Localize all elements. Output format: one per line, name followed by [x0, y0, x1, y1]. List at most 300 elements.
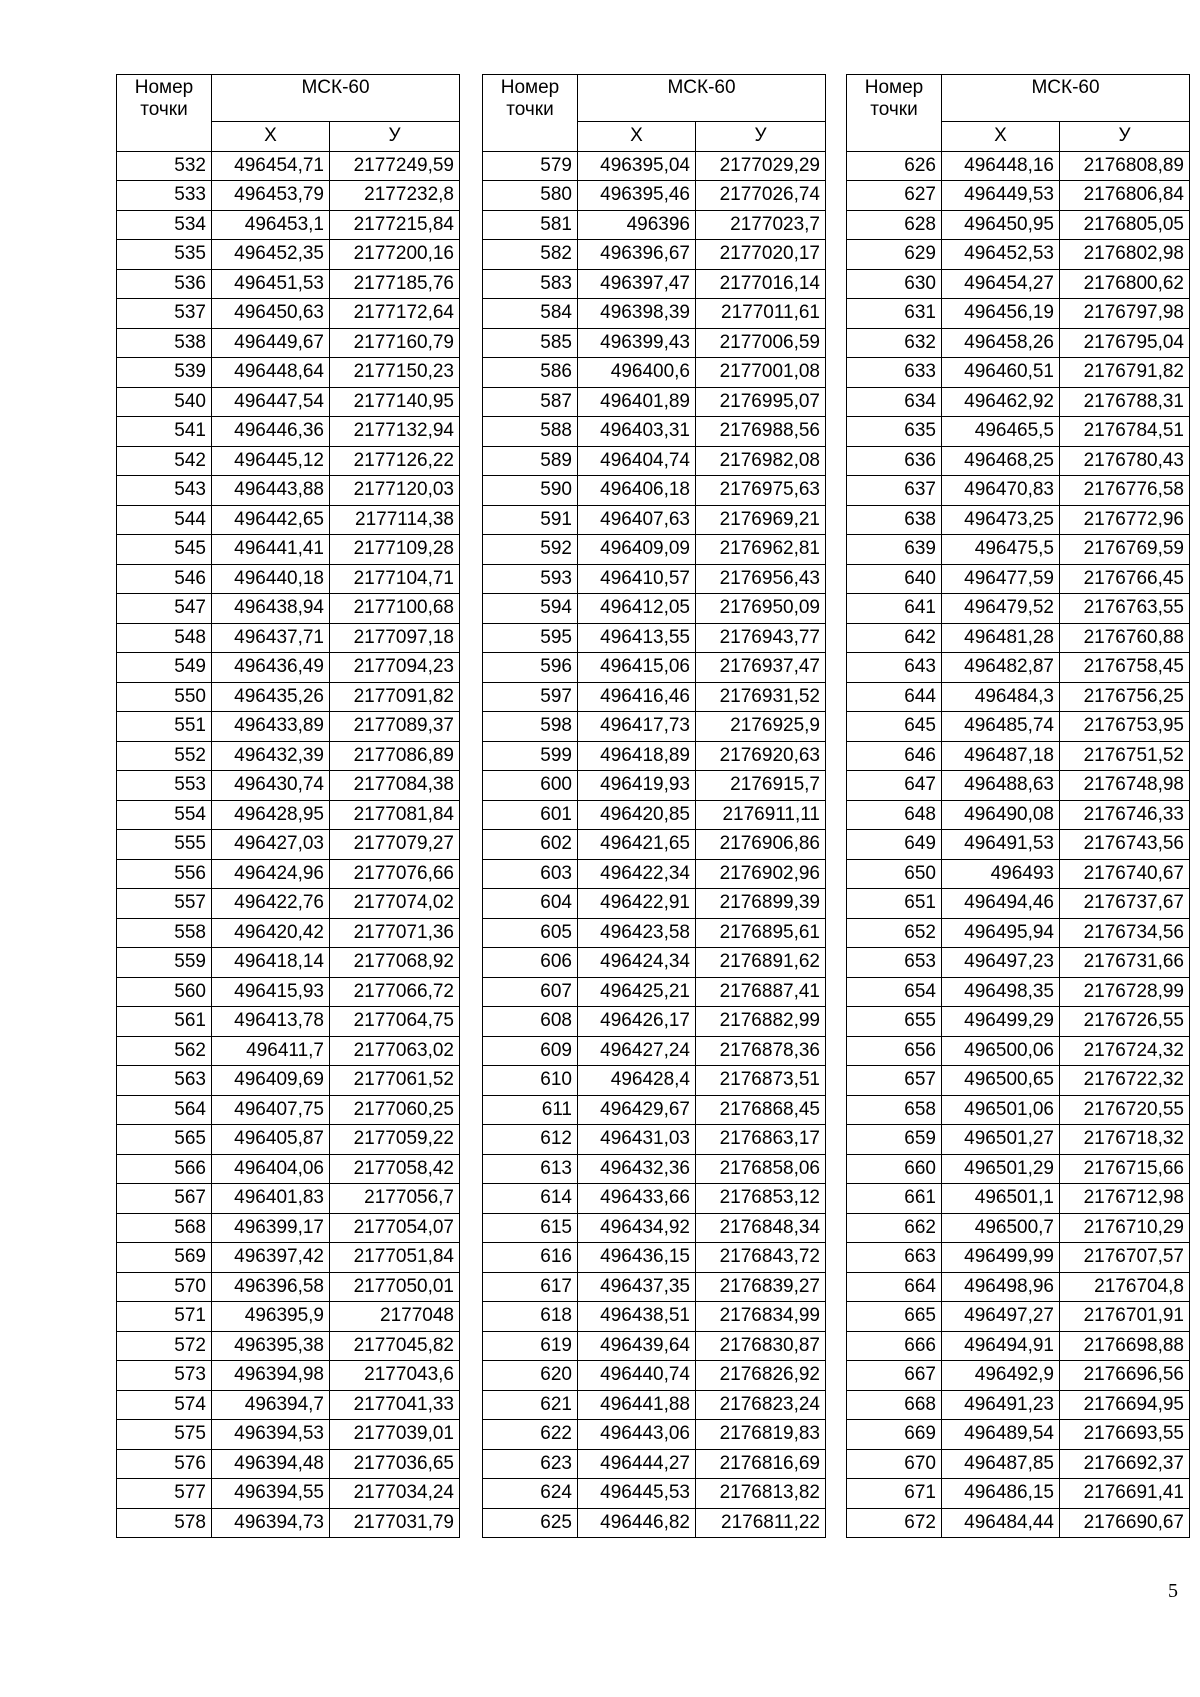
point-number-cell: 623 [483, 1449, 578, 1479]
x-coordinate-cell: 496399,43 [578, 328, 696, 358]
table-row [847, 1508, 1190, 1538]
table-row [117, 918, 460, 948]
y-coordinate-cell: 2177097,18 [330, 623, 460, 653]
table-row [847, 594, 1190, 624]
table-row [483, 1007, 826, 1037]
y-coordinate-cell: 2176848,34 [696, 1213, 826, 1243]
point-number-cell: 552 [117, 741, 212, 771]
point-number-cell: 590 [483, 476, 578, 506]
x-coordinate-cell: 496473,25 [942, 505, 1060, 535]
y-coordinate-cell: 2176743,56 [1060, 830, 1190, 860]
table-row [483, 1479, 826, 1509]
x-column-header: Х [578, 122, 696, 152]
y-coordinate-cell: 2176956,43 [696, 564, 826, 594]
x-coordinate-cell: 496446,36 [212, 417, 330, 447]
table-row [117, 328, 460, 358]
y-coordinate-cell: 2176766,45 [1060, 564, 1190, 594]
x-coordinate-cell: 496500,7 [942, 1213, 1060, 1243]
point-number-cell: 650 [847, 859, 942, 889]
y-coordinate-cell: 2176920,63 [696, 741, 826, 771]
x-coordinate-cell: 496445,53 [578, 1479, 696, 1509]
table-row [483, 358, 826, 388]
table-row [117, 653, 460, 683]
y-coordinate-cell: 2176873,51 [696, 1066, 826, 1096]
x-coordinate-cell: 496452,53 [942, 240, 1060, 270]
point-number-cell: 638 [847, 505, 942, 535]
x-coordinate-cell: 496452,35 [212, 240, 330, 270]
x-coordinate-cell: 496422,91 [578, 889, 696, 919]
table-row [483, 1243, 826, 1273]
y-coordinate-cell: 2176882,99 [696, 1007, 826, 1037]
y-coordinate-cell: 2176753,95 [1060, 712, 1190, 742]
x-coordinate-cell: 496417,73 [578, 712, 696, 742]
table-row [847, 1272, 1190, 1302]
y-coordinate-cell: 2177034,24 [330, 1479, 460, 1509]
x-coordinate-cell: 496394,98 [212, 1361, 330, 1391]
x-coordinate-cell: 496394,48 [212, 1449, 330, 1479]
point-number-cell: 612 [483, 1125, 578, 1155]
table-row [483, 1066, 826, 1096]
table-row [483, 446, 826, 476]
y-coordinate-cell: 2176843,72 [696, 1243, 826, 1273]
x-coordinate-cell: 496432,39 [212, 741, 330, 771]
y-coordinate-cell: 2176834,99 [696, 1302, 826, 1332]
x-coordinate-cell: 496497,23 [942, 948, 1060, 978]
y-coordinate-cell: 2176690,67 [1060, 1508, 1190, 1538]
y-coordinate-cell: 2176707,57 [1060, 1243, 1190, 1273]
table-row [117, 623, 460, 653]
point-number-cell: 606 [483, 948, 578, 978]
x-coordinate-cell: 496453,1 [212, 210, 330, 240]
point-number-cell: 548 [117, 623, 212, 653]
x-coordinate-cell: 496448,64 [212, 358, 330, 388]
point-number-cell: 611 [483, 1095, 578, 1125]
y-coordinate-cell: 2176746,33 [1060, 800, 1190, 830]
table-row [847, 712, 1190, 742]
table-row [117, 682, 460, 712]
point-number-cell: 617 [483, 1272, 578, 1302]
x-coordinate-cell: 496440,74 [578, 1361, 696, 1391]
point-number-cell: 628 [847, 210, 942, 240]
y-coordinate-cell: 2176813,82 [696, 1479, 826, 1509]
point-number-cell: 630 [847, 269, 942, 299]
y-coordinate-cell: 2177031,79 [330, 1508, 460, 1538]
table-row [483, 1331, 826, 1361]
point-number-cell: 591 [483, 505, 578, 535]
y-coordinate-cell: 2177071,36 [330, 918, 460, 948]
x-coordinate-cell: 496453,79 [212, 181, 330, 211]
y-coordinate-cell: 2176692,37 [1060, 1449, 1190, 1479]
coordinates-table-1 [116, 74, 460, 1538]
x-coordinate-cell: 496394,7 [212, 1390, 330, 1420]
point-number-cell: 588 [483, 417, 578, 447]
point-number-cell: 648 [847, 800, 942, 830]
y-coordinate-cell: 2177041,33 [330, 1390, 460, 1420]
x-coordinate-cell: 496482,87 [942, 653, 1060, 683]
table-row [483, 151, 826, 181]
y-coordinate-cell: 2176797,98 [1060, 299, 1190, 329]
table-row [847, 741, 1190, 771]
y-coordinate-cell: 2176784,51 [1060, 417, 1190, 447]
x-coordinate-cell: 496396 [578, 210, 696, 240]
point-number-cell: 665 [847, 1302, 942, 1332]
point-number-cell: 620 [483, 1361, 578, 1391]
y-coordinate-cell: 2176800,62 [1060, 269, 1190, 299]
table-row [847, 476, 1190, 506]
y-coordinate-cell: 2176887,41 [696, 977, 826, 1007]
y-coordinate-cell: 2176995,07 [696, 387, 826, 417]
table-row [117, 358, 460, 388]
point-number-cell: 607 [483, 977, 578, 1007]
y-coordinate-cell: 2176718,32 [1060, 1125, 1190, 1155]
y-coordinate-cell: 2177036,65 [330, 1449, 460, 1479]
point-number-cell: 584 [483, 299, 578, 329]
y-coordinate-cell: 2177061,52 [330, 1066, 460, 1096]
point-number-cell: 621 [483, 1390, 578, 1420]
table-row [847, 417, 1190, 447]
table-row [483, 594, 826, 624]
x-coordinate-cell: 496499,99 [942, 1243, 1060, 1273]
point-number-cell: 541 [117, 417, 212, 447]
x-coordinate-cell: 496427,24 [578, 1036, 696, 1066]
x-coordinate-cell: 496500,65 [942, 1066, 1060, 1096]
y-coordinate-cell: 2176756,25 [1060, 682, 1190, 712]
table-row [483, 1213, 826, 1243]
table-row [847, 623, 1190, 653]
table-row [117, 1154, 460, 1184]
y-coordinate-cell: 2177249,59 [330, 151, 460, 181]
y-coordinate-cell: 2176902,96 [696, 859, 826, 889]
table-row [847, 535, 1190, 565]
point-number-cell: 540 [117, 387, 212, 417]
point-number-cell: 587 [483, 387, 578, 417]
y-coordinate-cell: 2177039,01 [330, 1420, 460, 1450]
point-number-cell: 555 [117, 830, 212, 860]
table-row [483, 328, 826, 358]
coordinates-table-3 [846, 74, 1190, 1538]
x-coordinate-cell: 496470,83 [942, 476, 1060, 506]
y-coordinate-cell: 2176704,8 [1060, 1272, 1190, 1302]
table-row [847, 1302, 1190, 1332]
point-number-cell: 594 [483, 594, 578, 624]
y-coordinate-cell: 2176760,88 [1060, 623, 1190, 653]
point-number-cell: 576 [117, 1449, 212, 1479]
y-coordinate-cell: 2176826,92 [696, 1361, 826, 1391]
y-coordinate-cell: 2177074,02 [330, 889, 460, 919]
table-row [117, 977, 460, 1007]
table-row [483, 1272, 826, 1302]
table-row [117, 1420, 460, 1450]
x-coordinate-cell: 496433,66 [578, 1184, 696, 1214]
table-row [847, 859, 1190, 889]
point-number-cell: 669 [847, 1420, 942, 1450]
table-row [483, 623, 826, 653]
x-coordinate-cell: 496424,96 [212, 859, 330, 889]
point-number-cell: 616 [483, 1243, 578, 1273]
point-number-cell: 535 [117, 240, 212, 270]
x-coordinate-cell: 496399,17 [212, 1213, 330, 1243]
y-coordinate-cell: 2177026,74 [696, 181, 826, 211]
y-coordinate-cell: 2177054,07 [330, 1213, 460, 1243]
x-coordinate-cell: 496403,31 [578, 417, 696, 447]
table-row [847, 210, 1190, 240]
y-coordinate-cell: 2176715,66 [1060, 1154, 1190, 1184]
point-number-cell: 568 [117, 1213, 212, 1243]
x-coordinate-cell: 496446,82 [578, 1508, 696, 1538]
x-coordinate-cell: 496433,89 [212, 712, 330, 742]
point-number-cell: 558 [117, 918, 212, 948]
x-coordinate-cell: 496484,3 [942, 682, 1060, 712]
x-coordinate-cell: 496498,35 [942, 977, 1060, 1007]
x-coordinate-cell: 496413,55 [578, 623, 696, 653]
y-coordinate-cell: 2176975,63 [696, 476, 826, 506]
table-row [483, 889, 826, 919]
y-coordinate-cell: 2176816,69 [696, 1449, 826, 1479]
point-number-cell: 557 [117, 889, 212, 919]
point-number-cell: 564 [117, 1095, 212, 1125]
y-coordinate-cell: 2176863,17 [696, 1125, 826, 1155]
point-number-cell: 609 [483, 1036, 578, 1066]
y-coordinate-cell: 2177063,02 [330, 1036, 460, 1066]
point-number-cell: 610 [483, 1066, 578, 1096]
x-coordinate-cell: 496435,26 [212, 682, 330, 712]
y-coordinate-cell: 2176806,84 [1060, 181, 1190, 211]
point-number-cell: 580 [483, 181, 578, 211]
table-row [847, 889, 1190, 919]
x-coordinate-cell: 496487,85 [942, 1449, 1060, 1479]
x-coordinate-cell: 496501,06 [942, 1095, 1060, 1125]
y-coordinate-cell: 2177079,27 [330, 830, 460, 860]
table-row [117, 1036, 460, 1066]
x-coordinate-cell: 496448,16 [942, 151, 1060, 181]
x-coordinate-cell: 496407,63 [578, 505, 696, 535]
x-coordinate-cell: 496431,03 [578, 1125, 696, 1155]
x-coordinate-cell: 496442,65 [212, 505, 330, 535]
table-row [117, 564, 460, 594]
point-number-cell: 660 [847, 1154, 942, 1184]
point-number-cell: 662 [847, 1213, 942, 1243]
x-coordinate-cell: 496437,35 [578, 1272, 696, 1302]
table-row [117, 505, 460, 535]
point-number-cell: 561 [117, 1007, 212, 1037]
point-number-cell: 593 [483, 564, 578, 594]
y-coordinate-cell: 2177084,38 [330, 771, 460, 801]
x-coordinate-cell: 496443,88 [212, 476, 330, 506]
y-coordinate-cell: 2176878,36 [696, 1036, 826, 1066]
point-number-cell: 639 [847, 535, 942, 565]
point-number-cell: 645 [847, 712, 942, 742]
y-coordinate-cell: 2176808,89 [1060, 151, 1190, 181]
x-coordinate-cell: 496396,67 [578, 240, 696, 270]
x-coordinate-cell: 496428,4 [578, 1066, 696, 1096]
table-row [483, 1125, 826, 1155]
x-coordinate-cell: 496436,49 [212, 653, 330, 683]
point-number-cell: 598 [483, 712, 578, 742]
y-coordinate-cell: 2176791,82 [1060, 358, 1190, 388]
x-coordinate-cell: 496404,06 [212, 1154, 330, 1184]
x-coordinate-cell: 496477,59 [942, 564, 1060, 594]
x-coordinate-cell: 496422,76 [212, 889, 330, 919]
y-coordinate-cell: 2176737,67 [1060, 889, 1190, 919]
y-coordinate-cell: 2177215,84 [330, 210, 460, 240]
point-number-header-line1: Номер [134, 77, 194, 98]
table-row [117, 859, 460, 889]
y-coordinate-cell: 2176925,9 [696, 712, 826, 742]
table-row [847, 918, 1190, 948]
x-coordinate-cell: 496454,27 [942, 269, 1060, 299]
x-coordinate-cell: 496438,51 [578, 1302, 696, 1332]
y-coordinate-cell: 2176839,27 [696, 1272, 826, 1302]
page-number: 5 [1168, 1580, 1178, 1602]
y-coordinate-cell: 2176911,11 [696, 800, 826, 830]
y-coordinate-cell: 2177100,68 [330, 594, 460, 624]
y-coordinate-cell: 2177172,64 [330, 299, 460, 329]
table-header-row [847, 75, 1190, 122]
point-number-cell: 585 [483, 328, 578, 358]
point-number-cell: 641 [847, 594, 942, 624]
table-row [117, 1272, 460, 1302]
table-row [117, 476, 460, 506]
point-number-cell: 602 [483, 830, 578, 860]
point-number-cell: 562 [117, 1036, 212, 1066]
table-row [483, 476, 826, 506]
y-coordinate-cell: 2176758,45 [1060, 653, 1190, 683]
y-coordinate-cell: 2176748,98 [1060, 771, 1190, 801]
table-row [847, 682, 1190, 712]
table-row [117, 1213, 460, 1243]
x-coordinate-cell: 496500,06 [942, 1036, 1060, 1066]
x-coordinate-cell: 496422,34 [578, 859, 696, 889]
x-coordinate-cell: 496404,74 [578, 446, 696, 476]
x-coordinate-cell: 496491,53 [942, 830, 1060, 860]
table-header-row [117, 75, 460, 122]
x-coordinate-cell: 496395,46 [578, 181, 696, 211]
point-number-cell: 643 [847, 653, 942, 683]
x-coordinate-cell: 496498,96 [942, 1272, 1060, 1302]
coordinates-table-2 [482, 74, 826, 1538]
x-coordinate-cell: 496420,85 [578, 800, 696, 830]
table-row [117, 1449, 460, 1479]
table-row [117, 1095, 460, 1125]
x-coordinate-cell: 496465,5 [942, 417, 1060, 447]
y-coordinate-cell: 2177076,66 [330, 859, 460, 889]
x-coordinate-cell: 496449,53 [942, 181, 1060, 211]
table-row [117, 269, 460, 299]
point-number-cell: 542 [117, 446, 212, 476]
table-row [483, 1390, 826, 1420]
point-number-cell: 578 [117, 1508, 212, 1538]
point-number-cell: 597 [483, 682, 578, 712]
x-coordinate-cell: 496489,54 [942, 1420, 1060, 1450]
x-coordinate-cell: 496407,75 [212, 1095, 330, 1125]
x-coordinate-cell: 496450,95 [942, 210, 1060, 240]
x-coordinate-cell: 496401,89 [578, 387, 696, 417]
y-coordinate-cell: 2176710,29 [1060, 1213, 1190, 1243]
y-coordinate-cell: 2177001,08 [696, 358, 826, 388]
x-coordinate-cell: 496410,57 [578, 564, 696, 594]
table-row [847, 977, 1190, 1007]
point-number-cell: 656 [847, 1036, 942, 1066]
table-row [483, 1361, 826, 1391]
point-number-cell: 586 [483, 358, 578, 388]
table-row [847, 358, 1190, 388]
y-coordinate-cell: 2177089,37 [330, 712, 460, 742]
y-coordinate-cell: 2176701,91 [1060, 1302, 1190, 1332]
y-coordinate-cell: 2176734,56 [1060, 918, 1190, 948]
point-number-cell: 536 [117, 269, 212, 299]
table-row [483, 240, 826, 270]
y-coordinate-cell: 2176853,12 [696, 1184, 826, 1214]
y-coordinate-cell: 2176931,52 [696, 682, 826, 712]
y-coordinate-cell: 2176694,95 [1060, 1390, 1190, 1420]
y-coordinate-cell: 2177150,23 [330, 358, 460, 388]
point-number-header-line1: Номер [864, 77, 924, 98]
table-row [847, 151, 1190, 181]
coord-system-header: МСК-60 [942, 75, 1190, 122]
point-number-cell: 636 [847, 446, 942, 476]
table-row [117, 948, 460, 978]
point-number-cell: 614 [483, 1184, 578, 1214]
y-coordinate-cell: 2176819,83 [696, 1420, 826, 1450]
point-number-cell: 624 [483, 1479, 578, 1509]
y-coordinate-cell: 2177094,23 [330, 653, 460, 683]
y-coordinate-cell: 2177081,84 [330, 800, 460, 830]
y-coordinate-cell: 2176988,56 [696, 417, 826, 447]
x-coordinate-cell: 496419,93 [578, 771, 696, 801]
x-coordinate-cell: 496395,38 [212, 1331, 330, 1361]
y-coordinate-cell: 2176895,61 [696, 918, 826, 948]
point-number-cell: 652 [847, 918, 942, 948]
x-coordinate-cell: 496460,51 [942, 358, 1060, 388]
table-row [847, 446, 1190, 476]
point-number-cell: 619 [483, 1331, 578, 1361]
table-row [117, 771, 460, 801]
x-coordinate-cell: 496439,64 [578, 1331, 696, 1361]
point-number-cell: 644 [847, 682, 942, 712]
point-number-cell: 640 [847, 564, 942, 594]
y-coordinate-cell: 2177016,14 [696, 269, 826, 299]
y-coordinate-cell: 2176969,21 [696, 505, 826, 535]
point-number-cell: 666 [847, 1331, 942, 1361]
point-number-cell: 569 [117, 1243, 212, 1273]
x-coordinate-cell: 496468,25 [942, 446, 1060, 476]
point-number-cell: 635 [847, 417, 942, 447]
table-row [847, 1154, 1190, 1184]
x-coordinate-cell: 496481,28 [942, 623, 1060, 653]
table-row [483, 1508, 826, 1538]
x-coordinate-cell: 496418,89 [578, 741, 696, 771]
point-number-cell: 653 [847, 948, 942, 978]
point-number-cell: 634 [847, 387, 942, 417]
point-number-cell: 658 [847, 1095, 942, 1125]
table-row [847, 1361, 1190, 1391]
y-coordinate-cell: 2176751,52 [1060, 741, 1190, 771]
point-number-cell: 605 [483, 918, 578, 948]
x-coordinate-cell: 496398,39 [578, 299, 696, 329]
y-coordinate-cell: 2177114,38 [330, 505, 460, 535]
y-coordinate-cell: 2177132,94 [330, 417, 460, 447]
point-number-cell: 659 [847, 1125, 942, 1155]
y-coordinate-cell: 2176802,98 [1060, 240, 1190, 270]
table-row [847, 1449, 1190, 1479]
table-row [483, 505, 826, 535]
table-row [117, 240, 460, 270]
point-number-cell: 670 [847, 1449, 942, 1479]
point-number-cell: 647 [847, 771, 942, 801]
point-number-cell: 551 [117, 712, 212, 742]
point-number-cell: 543 [117, 476, 212, 506]
point-number-cell: 596 [483, 653, 578, 683]
